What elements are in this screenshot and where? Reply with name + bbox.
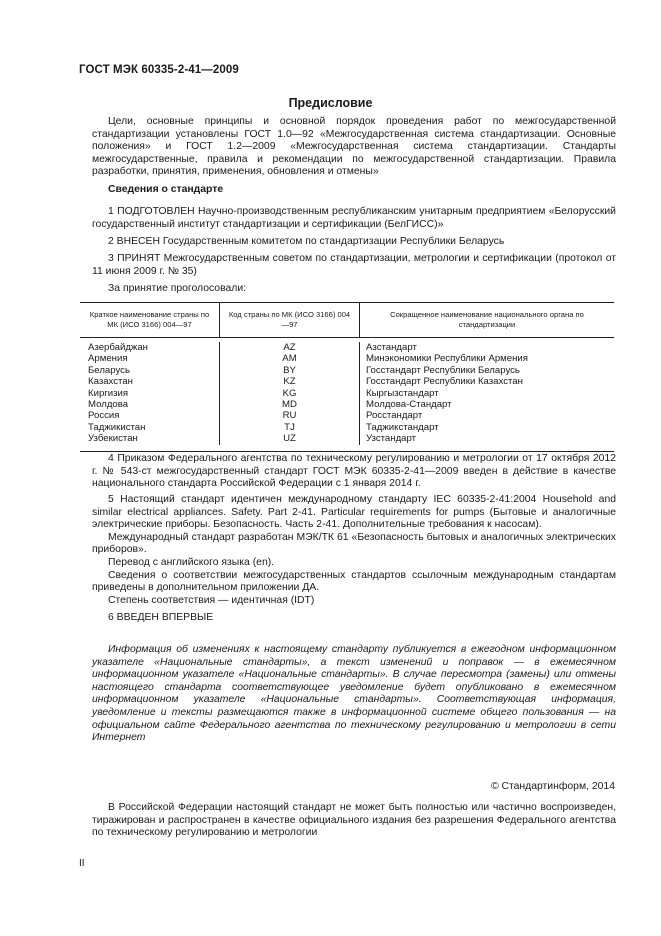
country-cell: Киргизия xyxy=(88,387,129,399)
body-column xyxy=(360,342,614,445)
table-header-row xyxy=(80,303,614,338)
body-cell: Госстандарт Республики Казахстан xyxy=(366,376,523,388)
item3-block xyxy=(92,253,616,278)
item-3: 3 ПРИНЯТ Межгосударственным советом по стандартизации, метрологии и сертификации (протокол от 11 июня 2009 г. № 35) xyxy=(92,253,616,277)
code-cell: KG xyxy=(282,387,297,399)
header-country: Краткое наименование страны по МК (ИСО 3166) 004—97 xyxy=(80,303,220,337)
page-title: Предисловие xyxy=(288,96,373,110)
page-number: II xyxy=(79,858,85,869)
item-5-translation: Перевод с английского языка (en). xyxy=(108,556,275,568)
code-cell: MD xyxy=(282,398,297,410)
item-5: 5 Настоящий стандарт идентичен международному стандарту IEC 60335-2-41:2004 Household and similar electrical appliances. Safety. Part 2-41. Particular requirements for pumps (Бытовые и аналогичные электрические приборы. Безопасность. Часть 2-41. Дополнительные требования к насосам). xyxy=(92,494,616,531)
item-5-degree: Степень соответствия — идентичная (IDT) xyxy=(108,594,315,606)
body-cell: Росстандарт xyxy=(366,410,423,422)
item-5-developer: Международный стандарт разработан МЭК/ТК 61 «Безопасность бытовых и аналогичных электрических приборов». xyxy=(92,531,616,556)
final-note: В Российской Федерации настоящий стандарт не может быть полностью или частично воспроизведен, тиражирован и распространен в качестве официального издания без разрешения Федерального агентства по техническому регулированию и метрологии xyxy=(92,802,616,839)
country-column xyxy=(80,342,220,445)
vote-label-block xyxy=(92,283,616,296)
item1-block xyxy=(92,206,616,231)
code-cell: BY xyxy=(283,364,296,376)
item-6: 6 ВВЕДЕН ВПЕРВЫЕ xyxy=(108,612,214,623)
code-cell: UZ xyxy=(283,433,296,445)
item2-block xyxy=(92,236,616,249)
vote-label: За принятие проголосовали: xyxy=(108,283,247,294)
item-5-annex: Сведения о соответствии межгосударственных стандартов ссылочным международным стандартам приведены в дополнительном приложении ДА. xyxy=(92,569,616,594)
item-2: 2 ВНЕСЕН Государственным комитетом по стандартизации Республики Беларусь xyxy=(108,236,505,247)
country-cell: Азербайджан xyxy=(88,342,148,353)
body-cell: Молдова-Стандарт xyxy=(366,398,452,410)
info-block xyxy=(92,644,616,745)
body-cell: Минэкономики Республики Армения xyxy=(366,353,528,365)
country-cell: Молдова xyxy=(88,398,129,410)
body-cell: Госстандарт Республики Беларусь xyxy=(366,364,520,376)
copyright: © Стандартинформ, 2014 xyxy=(490,781,615,792)
section-heading-block xyxy=(92,184,616,197)
document-header: ГОСТ МЭК 60335-2-41—2009 xyxy=(79,64,239,76)
item-1: 1 ПОДГОТОВЛЕН Научно-производственным республиканским унитарным предприятием «Белорусский государственный институт стандартизации и сертификации (БелГИСС)» xyxy=(92,206,616,230)
item6-block xyxy=(92,612,616,625)
table-body xyxy=(80,338,614,451)
header-body: Сокращенное наименование национального органа по стандартизации xyxy=(390,310,584,329)
code-cell: RU xyxy=(282,410,297,422)
country-cell: Армения xyxy=(88,353,128,365)
header-code: Код страны по МК (ИСО 3166) 004—97 xyxy=(220,303,360,337)
country-cell: Казахстан xyxy=(88,376,133,388)
info-italic-paragraph: Информация об изменениях к настоящему стандарту публикуется в ежегодном информационном указателе «Национальные стандарты», а текст изменений и поправок — в ежемесячном информационном указателе «Национальные стандарты». В случае пересмотра (замены) или отмены настоящего стандарта соответствующее уведомление будет опубликовано в ежемесячном информационном указателе «Национальные стандарты». Соответствующая информация, уведомление и тексты размещаются также в информационной системе общего пользования — на официальном сайте Федерального агентства по техническому регулированию и метрологии в сети Интернет xyxy=(92,644,616,744)
intro-paragraph: Цели, основные принципы и основной порядок проведения работ по межгосударственной стандартизации установлены ГОСТ 1.0—92 «Межгосударственная система стандартизации. Основные положения» и ГОСТ 1.2—2009 «Межгосударственная система стандартизации. Стандарты межгосударственные, правила и рекомендации по межгосударственной стандартизации. Правила разработки, принятия, применения, обновления и отмены» xyxy=(92,116,616,178)
body-cell: Кыргызстандарт xyxy=(366,387,439,399)
code-cell: AZ xyxy=(283,342,296,353)
section-heading: Сведения о стандарте xyxy=(108,184,224,195)
body-cell: Узстандарт xyxy=(366,433,417,445)
code-column xyxy=(220,342,360,445)
item4-block xyxy=(92,453,616,491)
code-cell: KZ xyxy=(283,376,296,388)
item5-block xyxy=(92,494,616,607)
body-cell: Таджикстандарт xyxy=(366,421,439,433)
country-cell: Таджикистан xyxy=(88,421,146,433)
item-4: 4 Приказом Федерального агентства по техническому регулированию и метрологии от 17 октября 2012 г. № 543-ст межгосударственный стандарт ГОСТ МЭК 60335-2-41—2009 введен в действие в качестве национального стандарта Российской Федерации с 1 января 2014 г. xyxy=(92,453,616,490)
body-cell: Азстандарт xyxy=(366,342,417,353)
country-cell: Россия xyxy=(88,410,120,422)
country-cell: Беларусь xyxy=(88,364,130,376)
intro-block xyxy=(92,116,616,179)
code-cell: AM xyxy=(282,353,297,365)
code-cell: TJ xyxy=(284,421,295,433)
final-note-block xyxy=(92,802,616,840)
voting-table xyxy=(80,302,614,452)
country-cell: Узбекистан xyxy=(88,433,138,445)
